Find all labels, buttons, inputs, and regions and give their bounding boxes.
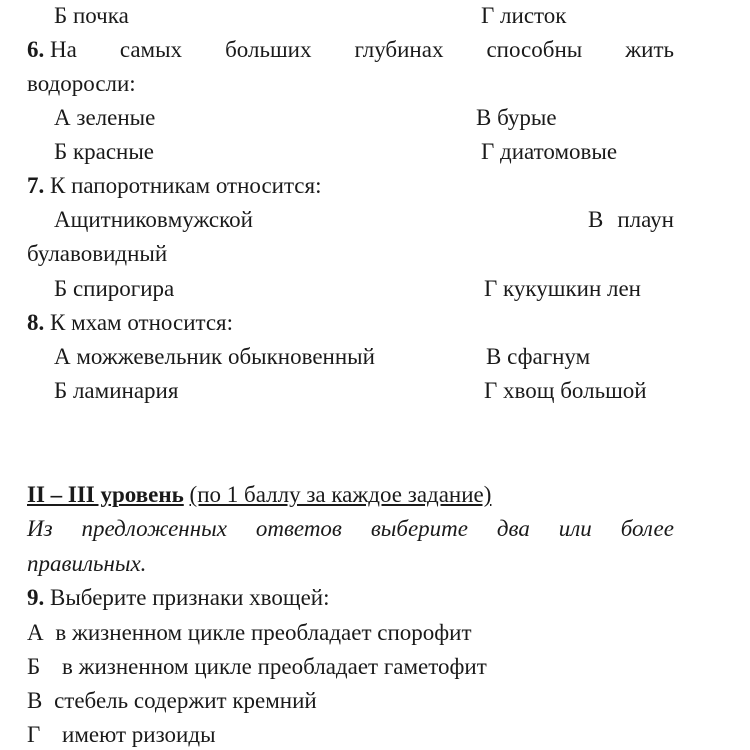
q8-question bbox=[27, 309, 233, 337]
q7-option-v-word: плаун bbox=[617, 207, 674, 232]
q6-question-line1 bbox=[27, 36, 674, 64]
q7-option-a-word: А bbox=[54, 207, 71, 232]
level-heading bbox=[27, 481, 491, 509]
q8-option-v: В сфагнум bbox=[486, 344, 591, 369]
instruction-word: Из bbox=[27, 516, 53, 541]
q9-option-g bbox=[27, 721, 216, 749]
level-points: (по 1 баллу за каждое задание) bbox=[189, 482, 492, 507]
instruction-word: предложенных bbox=[81, 516, 227, 541]
q6-option-g: Г диатомовые bbox=[481, 139, 618, 164]
q9-option-letter: А bbox=[27, 620, 44, 645]
instruction-line1 bbox=[27, 515, 674, 543]
q8-text: К мхам относится: bbox=[50, 310, 234, 335]
instruction-word: или bbox=[558, 516, 592, 541]
q6-option-b: Б красные bbox=[54, 139, 155, 164]
instruction-word: выберите bbox=[370, 516, 468, 541]
q6-word: способны bbox=[486, 37, 583, 62]
q9-option-text: имеют ризоиды bbox=[62, 722, 216, 747]
q9-option-b bbox=[27, 653, 487, 681]
q9-number: 9. bbox=[27, 585, 45, 610]
q9-option-text: в жизненном цикле преобладает спорофит bbox=[55, 620, 472, 645]
q6-word: На bbox=[50, 37, 77, 62]
q7-option-a-word: мужской bbox=[167, 207, 253, 232]
q9-option-a bbox=[27, 619, 472, 647]
q5-option-b: Б почка bbox=[54, 3, 129, 28]
instruction-word: два bbox=[496, 516, 530, 541]
q6-question-line2: водоросли: bbox=[27, 71, 136, 96]
q8-option-a: А можжевельник обыкновенный bbox=[54, 344, 375, 369]
q6-word: глубинах bbox=[354, 37, 444, 62]
instruction-word: более bbox=[620, 516, 674, 541]
q9-option-v bbox=[27, 687, 317, 715]
q9-text: Выберите признаки хвощей: bbox=[50, 585, 330, 610]
q7-option-a-cont: булавовидный bbox=[27, 241, 168, 266]
q7-option-a-word: щитников bbox=[70, 207, 168, 232]
q7-option-g: Г кукушкин лен bbox=[484, 276, 641, 301]
q6-word: самых bbox=[119, 37, 183, 62]
instruction-line2: правильных. bbox=[27, 551, 147, 576]
spacer bbox=[253, 206, 588, 234]
q7-options-row1 bbox=[54, 206, 674, 234]
q9-option-letter: Б bbox=[27, 654, 41, 679]
q7-number: 7. bbox=[27, 173, 45, 198]
q5-option-g: Г листок bbox=[481, 3, 567, 28]
q6-option-v: В бурые bbox=[476, 105, 557, 130]
instruction-word: ответов bbox=[255, 516, 342, 541]
q9-option-letter: В bbox=[27, 688, 43, 713]
q9-option-letter: Г bbox=[27, 722, 41, 747]
q7-option-v-letter: В bbox=[588, 207, 604, 232]
q8-option-g: Г хвощ большой bbox=[484, 378, 647, 403]
q8-number: 8. bbox=[27, 310, 45, 335]
q7-question bbox=[27, 172, 321, 200]
q6-word: жить bbox=[625, 37, 674, 62]
level-title: II – III уровень bbox=[27, 482, 184, 507]
q6-word: больших bbox=[225, 37, 312, 62]
q9-option-text: в жизненном цикле преобладает гаметофит bbox=[61, 654, 487, 679]
q6-option-a: А зеленые bbox=[54, 105, 156, 130]
q8-option-b: Б ламинария bbox=[54, 378, 179, 403]
q7-text: К папоротникам относится: bbox=[50, 173, 322, 198]
q9-option-text: стебель содержит кремний bbox=[54, 688, 317, 713]
q9-question bbox=[27, 584, 330, 612]
q6-number: 6. bbox=[27, 37, 45, 62]
q7-option-b: Б спирогира bbox=[54, 276, 175, 301]
